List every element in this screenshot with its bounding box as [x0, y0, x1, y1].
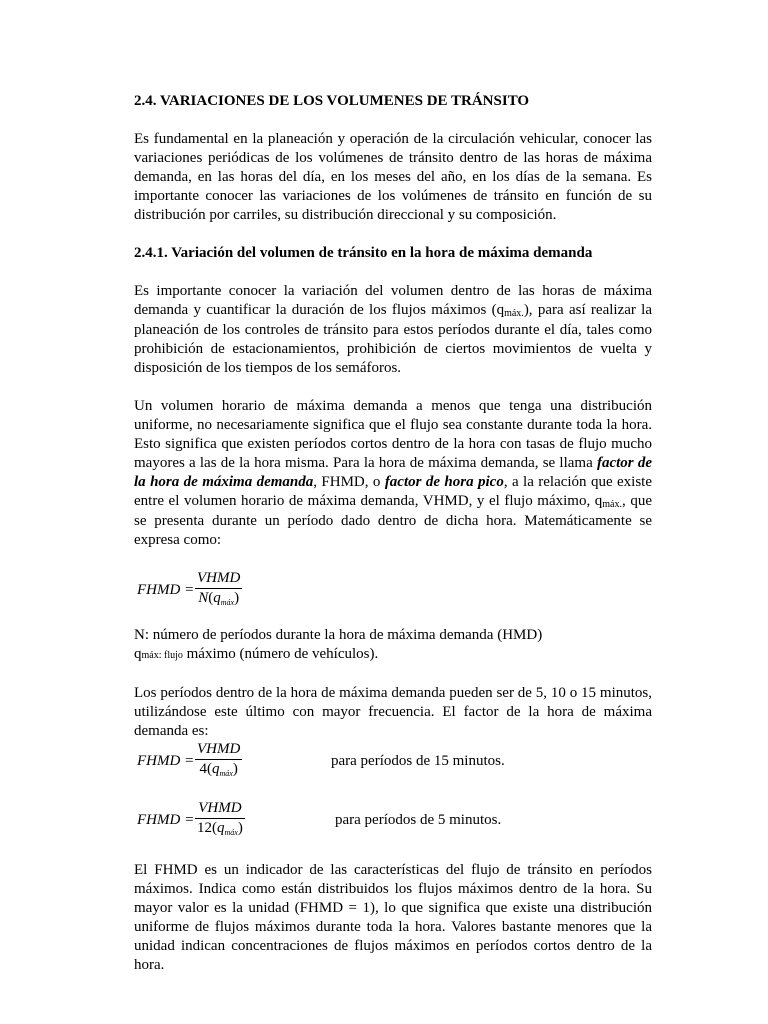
denominator-subscript: máx: [224, 828, 238, 837]
denominator-variable: q: [217, 820, 225, 836]
document-page: [134, 92, 652, 975]
equation-lhs: FHMD =: [137, 812, 195, 828]
fraction-denominator: $4(q_{máx})$: [199, 761, 238, 778]
subsection-title: 2.4.1. Variación del volumen de tránsito en la hora de máxima demanda: [134, 245, 593, 261]
section-intro-paragraph: Es fundamental en la planeación y operación de la circulación vehicular, conocer las variaciones periódicas de los volúmenes de tránsito dentro de las horas de máxima demanda, en las horas del día, en los meses del año, en los días de la semana. Es importante conocer las variaciones de los volúmenes de tránsito en función de su distribución por carriles, su distribución direccional y su composición.: [134, 131, 652, 223]
paragraph-qmax-duration: [134, 282, 652, 378]
text-run: Es importante conocer la variación del volumen dentro de las horas de máxima demanda y cuantificar la duración de los flujos máximos (q: [134, 283, 652, 318]
fraction-numerator: VHMD: [195, 569, 242, 589]
text-run: , que se presenta durante un período dado dentro de dicha hora. Matemáticamente se expresa como:: [134, 493, 652, 548]
equation-fraction: [195, 569, 242, 609]
term-fhmd: factor de la hora de máxima demanda: [134, 455, 652, 490]
equation-lhs: FHMD =: [137, 582, 195, 598]
text-run: , FHMD, o: [313, 474, 385, 490]
text-run: ), para así realizar la planeación de los controles de tránsito para estos períodos durante el día, tales como prohibición de estacionamientos, prohibición de ciertos movimientos de vuelta y disposición de los tiempos de los semáforos.: [134, 302, 653, 376]
denominator-variable: q: [213, 590, 221, 606]
denominator-subscript: máx: [219, 769, 233, 778]
paragraph-fhmd-indicator: El FHMD es un indicador de las características del flujo de tránsito en períodos máximos. Indica como están distribuidos los flujos máximos dentro de la hora. Su mayor valor es la unidad (FHMD = 1), lo que significa que existe una distribución uniforme de flujos máximos durante toda la hora. Valores bastante menores que la unidad indican concentraciones de flujos máximos en períodos cortos dentro de la hora.: [134, 862, 652, 973]
equation-fraction: [195, 799, 245, 839]
subscript-max: máx.: [602, 499, 622, 510]
fraction-numerator: VHMD: [195, 740, 242, 760]
text-run: , a la relación que existe entre el volumen horario de máxima demanda, VHMD, y el flujo máximo, q: [134, 474, 652, 509]
denominator-coefficient: N: [198, 590, 209, 606]
denominator-variable: q: [212, 761, 220, 777]
equation-note: para períodos de 15 minutos.: [331, 753, 505, 769]
equation-lhs: FHMD =: [137, 753, 195, 769]
text-run: q: [134, 646, 142, 662]
definition-qmax: [134, 645, 652, 665]
equation-fhmd-general: [134, 569, 652, 613]
equation-note: para períodos de 5 minutos.: [335, 812, 502, 828]
fraction-numerator: VHMD: [195, 799, 245, 819]
subscript-max: máx.: [504, 308, 524, 319]
paragraph-periods: Los períodos dentro de la hora de máxima demanda pueden ser de 5, 10 o 15 minutos, utilizándose este último con mayor frecuencia. El factor de la hora de máxima demanda es:: [134, 685, 652, 739]
equation-fhmd-5min: [134, 799, 652, 843]
fraction-denominator: $N(q_{máx})$: [198, 590, 240, 607]
text-run: máximo (número de vehículos).: [182, 646, 379, 662]
section-title: 2.4. VARIACIONES DE LOS VOLUMENES DE TRÁNSITO: [134, 93, 530, 109]
equation-fraction: [195, 740, 242, 780]
denominator-coefficient: 4: [199, 761, 207, 777]
term-peak-hour-factor: factor de hora pico: [384, 474, 504, 490]
definition-n: N: número de períodos durante la hora de máxima demanda (HMD): [134, 627, 543, 643]
fraction-denominator: $12(q_{máx})$: [197, 820, 243, 837]
denominator-coefficient: 12: [197, 820, 212, 836]
denominator-subscript: máx: [220, 598, 235, 607]
equation-fhmd-15min: [134, 740, 652, 784]
paragraph-fhmd-definition: [134, 397, 652, 550]
subscript-max-flujo: máx: flujo: [141, 650, 183, 661]
text-run: Un volumen horario de máxima demanda a menos que tenga una distribución uniforme, no necesariamente significa que el flujo sea constante durante toda la hora. Esto significa que existen períodos cortos dentro de la hora con tasas de flujo mucho mayores a las de la hora misma. Para la hora de máxima demanda, se llama: [134, 398, 652, 471]
